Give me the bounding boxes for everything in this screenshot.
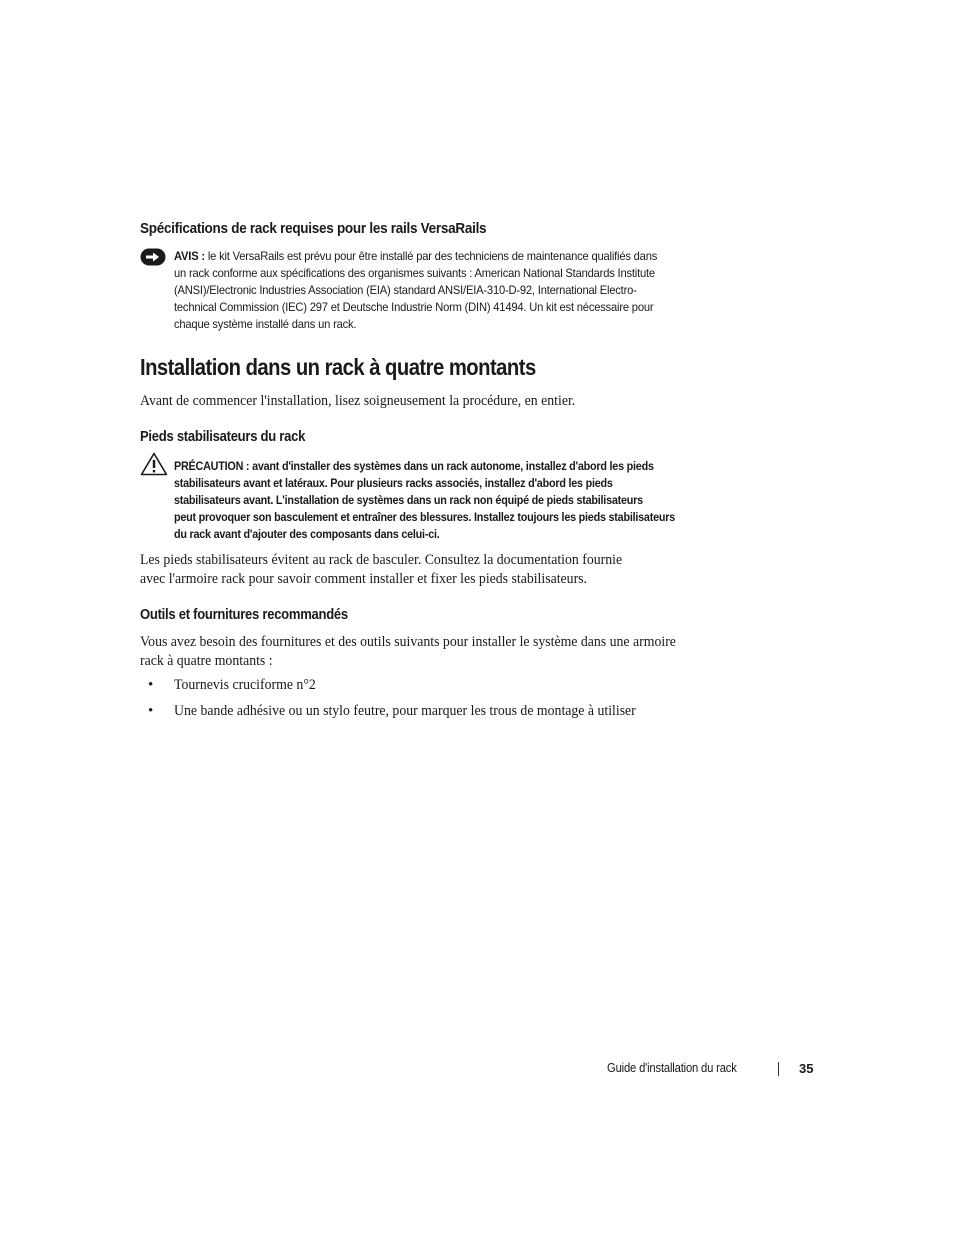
paragraph-line: Vous avez besoin des fournitures et des outils suivants pour installer le système dans une armoire [140, 634, 676, 650]
warning-triangle-icon [140, 452, 168, 476]
notice-arrow-icon [140, 248, 166, 266]
caution-line: peut provoquer son basculement et entraîner des blessures. Installez toujours les pieds stabilisateurs [174, 510, 676, 524]
page-title [140, 354, 590, 381]
tools-paragraph [140, 633, 723, 671]
bullet-icon: • [148, 703, 154, 719]
section-heading-text: Spécifications de rack requises pour les rails VersaRails [140, 220, 487, 237]
section-heading [140, 220, 525, 237]
notice-line: (ANSI)/Electronic Industries Association (EIA) standard ANSI/EIA-310-D-92, International Electro- [174, 283, 637, 297]
paragraph-line: Les pieds stabilisateurs évitent au rack de basculer. Consultez la documentation fournie [140, 552, 623, 568]
page-number: 35 [799, 1061, 814, 1076]
footer-title [607, 1061, 751, 1075]
list-item-text: Tournevis cruciforme n°2 [174, 677, 316, 693]
bullet-icon: • [148, 677, 154, 693]
intro-text: Avant de commencer l'installation, lisez soigneusement la procédure, en entier. [140, 393, 576, 409]
notice-line: technical Commission (IEC) 297 et Deutsche Industrie Norm (DIN) 41494. Un kit est nécessaire pour [174, 300, 654, 314]
subsection-heading-text: Pieds stabilisateurs du rack [140, 429, 306, 445]
caution-label: PRÉCAUTION : [174, 459, 250, 473]
footer-title-text: Guide d'installation du rack [607, 1061, 737, 1075]
subsection-heading-tools [140, 607, 371, 623]
notice-label: AVIS : [174, 249, 205, 263]
notice-line: chaque système installé dans un rack. [174, 317, 357, 331]
paragraph-line: rack à quatre montants : [140, 653, 273, 669]
intro-paragraph [140, 392, 613, 411]
caution-text [174, 458, 764, 543]
caution-line: du rack avant d'ajouter des composants dans celui-ci. [174, 527, 440, 541]
page-title-text: Installation dans un rack à quatre montants [140, 354, 536, 380]
caution-line: avant d'installer des systèmes dans un rack autonome, installez d'abord les pieds [249, 459, 654, 473]
caution-line: stabilisateurs avant et latéraux. Pour plusieurs racks associés, installez d'abord les pieds [174, 476, 613, 490]
notice-text [174, 248, 764, 333]
paragraph-line: avec l'armoire rack pour savoir comment installer et fixer les pieds stabilisateurs. [140, 571, 588, 587]
caution-line: stabilisateurs avant. L'installation de systèmes dans un rack non équipé de pieds stabilisateurs [174, 493, 643, 507]
stabilizers-paragraph [140, 551, 664, 589]
footer-divider [778, 1062, 779, 1076]
list-item-text: Une bande adhésive ou un stylo feutre, pour marquer les trous de montage à utiliser [174, 703, 636, 719]
notice-line: un rack conforme aux spécifications des organismes suivants : American National Standards Institute [174, 266, 655, 280]
notice-line: le kit VersaRails est prévu pour être installé par des techniciens de maintenance qualifiés dans [204, 249, 658, 263]
subsection-heading-text: Outils et fournitures recommandés [140, 607, 348, 623]
subsection-heading-stabilizers [140, 429, 323, 445]
